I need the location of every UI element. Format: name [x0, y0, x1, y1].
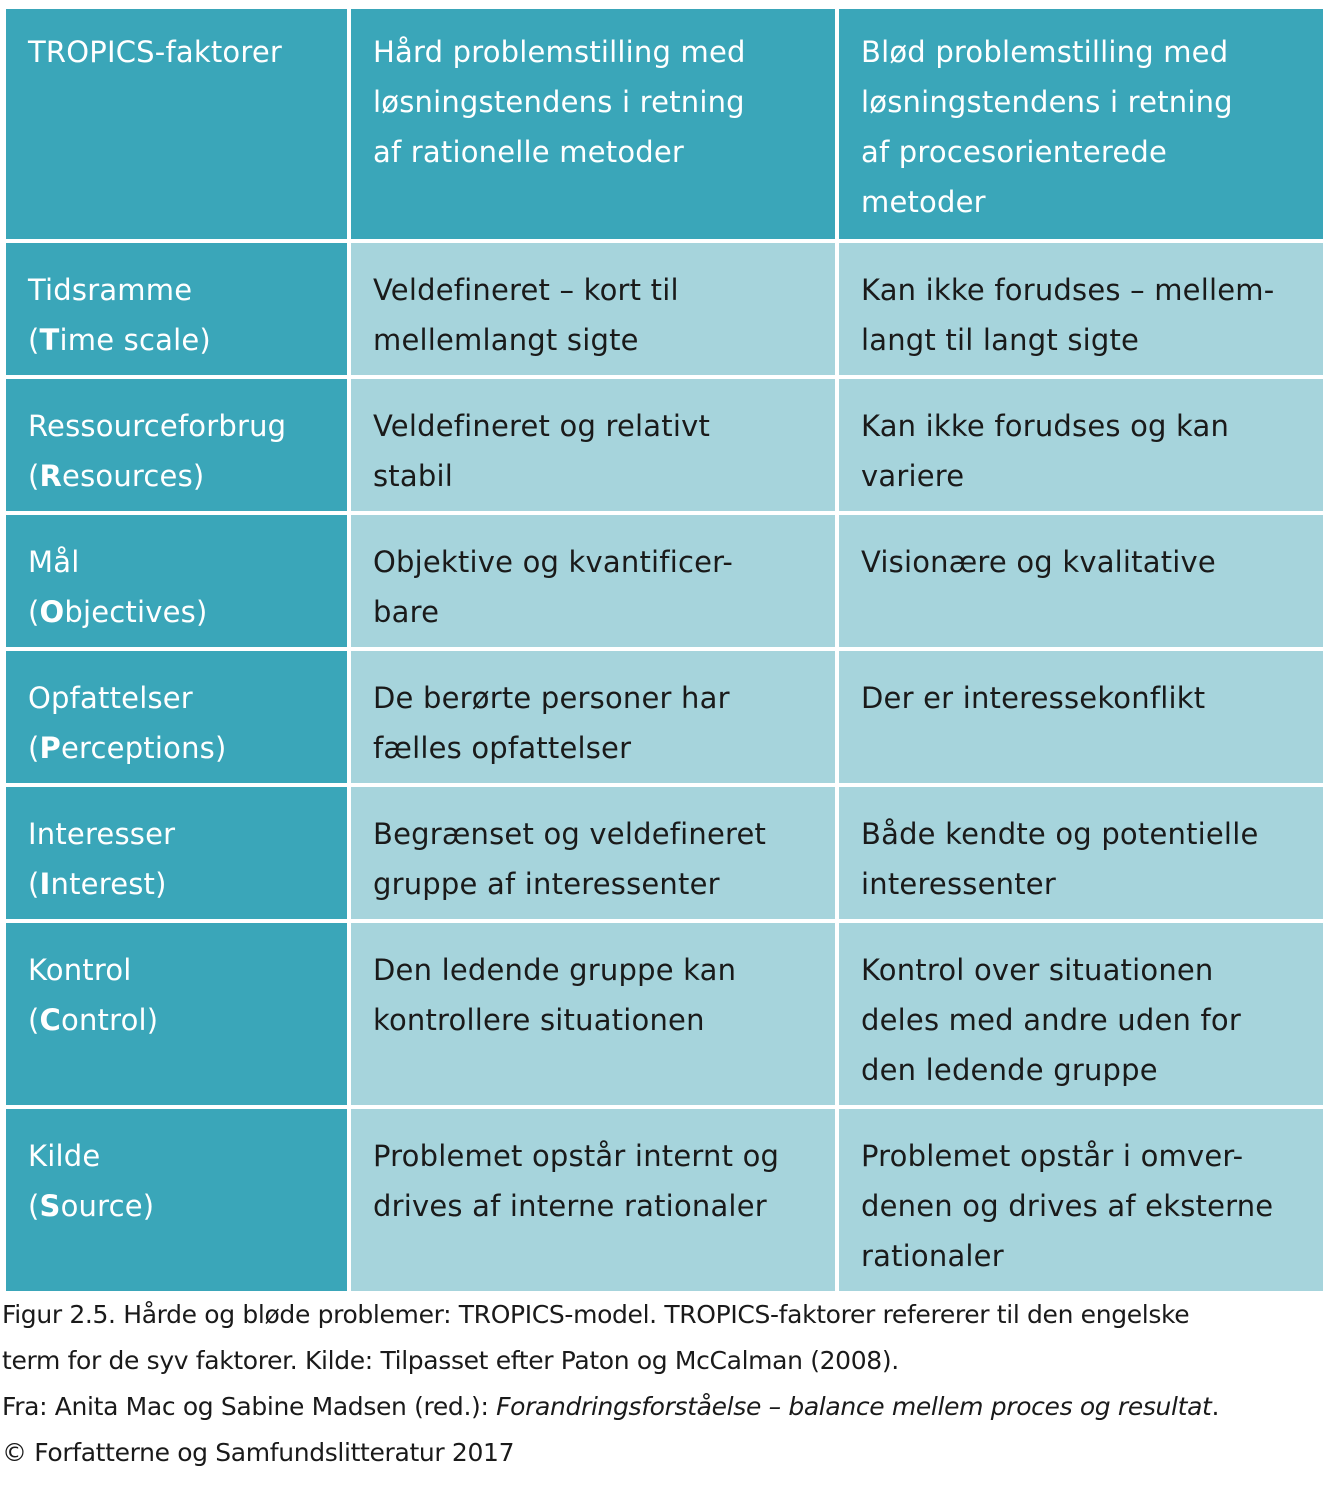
- header-soft-cell: [839, 9, 1323, 239]
- soft-cell: [839, 243, 1323, 375]
- hard-cell: [351, 651, 835, 783]
- table-row: [6, 787, 1323, 919]
- factor-cell: [6, 243, 347, 375]
- table-row: [6, 1109, 1323, 1291]
- soft-line: Visionære og kvalitative: [861, 545, 1216, 579]
- soft-line: rationaler: [861, 1239, 1004, 1273]
- tropics-letter: I: [39, 867, 51, 901]
- header-hard-line: af rationelle metoder: [373, 135, 685, 169]
- hard-line: De berørte personer har: [373, 681, 730, 715]
- tropics-letter: S: [39, 1189, 61, 1223]
- soft-cell: [839, 923, 1323, 1105]
- header-hard-line: løsningstendens i retning: [373, 85, 745, 119]
- tropics-table: [2, 5, 1327, 1295]
- header-hard-cell: [351, 9, 835, 239]
- hard-cell: [351, 923, 835, 1105]
- factor-english-name: [28, 315, 337, 365]
- hard-line: Veldefineret – kort til: [373, 273, 679, 307]
- hard-line: Veldefineret og relativt: [373, 409, 711, 443]
- factor-english-name: [28, 1181, 337, 1231]
- factor-cell: [6, 1109, 347, 1291]
- hard-cell: [351, 1109, 835, 1291]
- soft-line: Problemet opstår i omver-: [861, 1139, 1244, 1173]
- table-row: [6, 515, 1323, 647]
- factor-danish-name: Kontrol: [28, 953, 132, 987]
- soft-line: denen og drives af eksterne: [861, 1189, 1274, 1223]
- table-row: [6, 379, 1323, 511]
- header-factor-label: TROPICS-faktorer: [28, 35, 282, 69]
- factor-en-paren: (: [28, 1189, 40, 1223]
- factor-english-name: [28, 451, 337, 501]
- soft-line: variere: [861, 459, 965, 493]
- factor-cell: [6, 787, 347, 919]
- hard-line: fælles opfattelser: [373, 731, 632, 765]
- hard-cell: [351, 515, 835, 647]
- hard-line: Den ledende gruppe kan: [373, 953, 737, 987]
- soft-line: Kan ikke forudses – mellem-: [861, 273, 1275, 307]
- hard-line: Objektive og kvantificer-: [373, 545, 734, 579]
- soft-cell: [839, 787, 1323, 919]
- factor-en-paren: (: [28, 867, 40, 901]
- factor-en-rest: ime scale): [59, 323, 211, 357]
- tropics-letter: T: [39, 323, 60, 357]
- table-row: [6, 651, 1323, 783]
- factor-en-rest: ource): [60, 1189, 155, 1223]
- factor-en-paren: (: [28, 731, 40, 765]
- factor-english-name: [28, 859, 337, 909]
- header-factor-cell: [6, 9, 347, 239]
- hard-line: stabil: [373, 459, 453, 493]
- factor-en-paren: (: [28, 1003, 40, 1037]
- caption-source-line: [2, 1384, 1336, 1430]
- header-soft-line: af procesorienterede: [861, 135, 1168, 169]
- soft-cell: [839, 1109, 1323, 1291]
- tropics-letter: P: [39, 731, 61, 765]
- soft-line: interessenter: [861, 867, 1056, 901]
- table-header-row: [6, 9, 1323, 239]
- hard-line: bare: [373, 595, 440, 629]
- soft-line: Både kendte og potentielle: [861, 817, 1259, 851]
- soft-cell: [839, 651, 1323, 783]
- soft-line: langt til langt sigte: [861, 323, 1140, 357]
- factor-en-rest: esources): [62, 459, 205, 493]
- hard-cell: [351, 243, 835, 375]
- hard-line: drives af interne rationaler: [373, 1189, 767, 1223]
- tropics-letter: C: [39, 1003, 61, 1037]
- tropics-letter: O: [39, 595, 65, 629]
- figure-caption: [2, 1292, 1336, 1476]
- factor-en-paren: (: [28, 459, 40, 493]
- tropics-letter: R: [39, 459, 63, 493]
- factor-danish-name: Ressourceforbrug: [28, 409, 287, 443]
- factor-english-name: [28, 723, 337, 773]
- hard-line: mellemlangt sigte: [373, 323, 639, 357]
- caption-line: Figur 2.5. Hårde og bløde problemer: TROPICS-model. TROPICS-faktorer refererer til den engelske: [2, 1300, 1190, 1329]
- factor-cell: [6, 923, 347, 1105]
- soft-line: den ledende gruppe: [861, 1053, 1158, 1087]
- hard-cell: [351, 379, 835, 511]
- factor-english-name: [28, 995, 337, 1045]
- caption-line: term for de syv faktorer. Kilde: Tilpasset efter Paton og McCalman (2008).: [2, 1346, 899, 1375]
- factor-english-name: [28, 587, 337, 637]
- header-soft-line: metoder: [861, 185, 986, 219]
- factor-danish-name: Mål: [28, 545, 80, 579]
- factor-danish-name: Kilde: [28, 1139, 101, 1173]
- caption-source-suffix: .: [1211, 1392, 1220, 1421]
- hard-line: Begrænset og veldefineret: [373, 817, 767, 851]
- factor-cell: [6, 651, 347, 783]
- book-title: Forandringsforståelse – balance mellem proces og resultat: [496, 1392, 1212, 1421]
- header-soft-line: Blød problemstilling med: [861, 35, 1229, 69]
- factor-danish-name: Tidsramme: [28, 273, 193, 307]
- caption-source-prefix: Fra: Anita Mac og Sabine Madsen (red.):: [2, 1392, 497, 1421]
- header-soft-line: løsningstendens i retning: [861, 85, 1233, 119]
- table-row: [6, 243, 1323, 375]
- soft-cell: [839, 515, 1323, 647]
- table-row: [6, 923, 1323, 1105]
- factor-danish-name: Interesser: [28, 817, 176, 851]
- factor-en-rest: ontrol): [61, 1003, 159, 1037]
- soft-line: Kan ikke forudses og kan: [861, 409, 1230, 443]
- factor-cell: [6, 515, 347, 647]
- factor-en-paren: (: [28, 323, 40, 357]
- factor-en-rest: nterest): [50, 867, 167, 901]
- hard-cell: [351, 787, 835, 919]
- factor-danish-name: Opfattelser: [28, 681, 193, 715]
- factor-en-paren: (: [28, 595, 40, 629]
- soft-line: deles med andre uden for: [861, 1003, 1242, 1037]
- hard-line: Problemet opstår internt og: [373, 1139, 780, 1173]
- factor-en-rest: erceptions): [60, 731, 227, 765]
- soft-cell: [839, 379, 1323, 511]
- header-hard-line: Hård problemstilling med: [373, 35, 746, 69]
- soft-line: Kontrol over situationen: [861, 953, 1214, 987]
- hard-line: gruppe af interessenter: [373, 867, 720, 901]
- copyright-line: © Forfatterne og Samfundslitteratur 2017: [2, 1438, 515, 1467]
- soft-line: Der er interessekonflikt: [861, 681, 1206, 715]
- factor-en-rest: bjectives): [64, 595, 208, 629]
- hard-line: kontrollere situationen: [373, 1003, 705, 1037]
- factor-cell: [6, 379, 347, 511]
